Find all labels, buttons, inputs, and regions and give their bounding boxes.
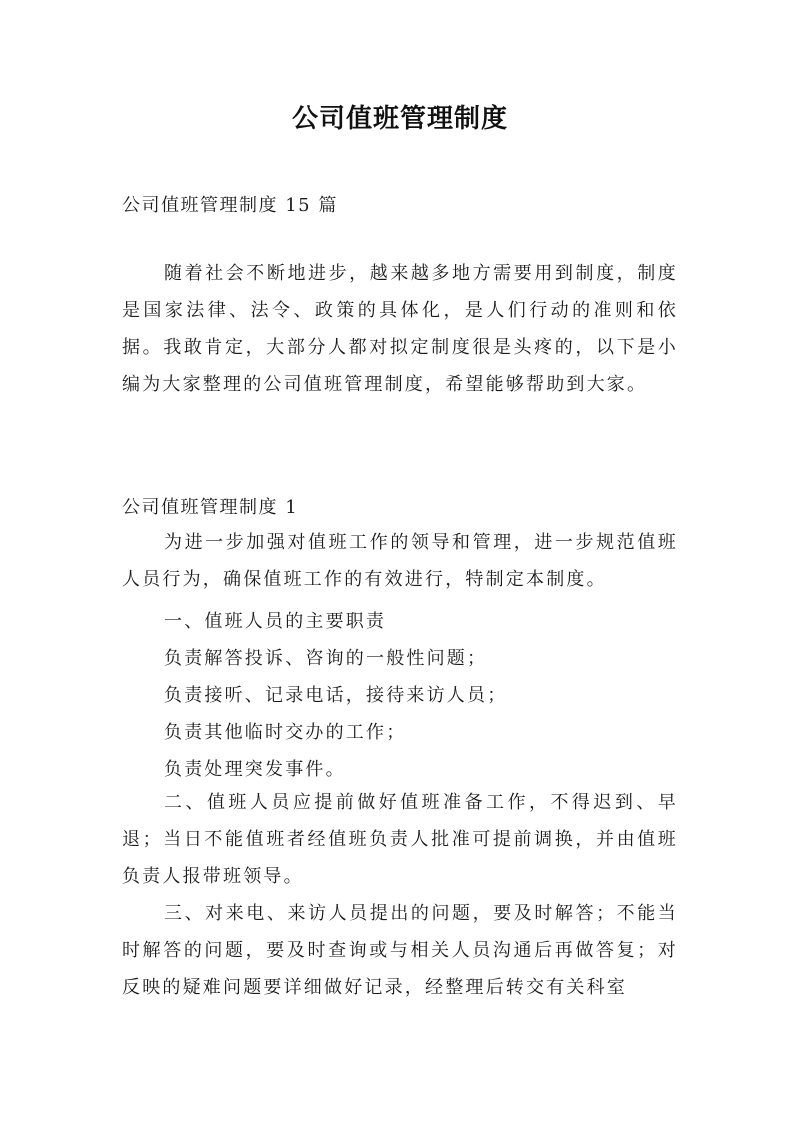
- section-paragraph: 为进一步加强对值班工作的领导和管理，进一步规范值班人员行为，确保值班工作的有效进行，特制定本制度。: [122, 532, 678, 590]
- duty-item: 负责解答投诉、咨询的一般性问题；: [164, 648, 488, 669]
- page-title: 公司值班管理制度: [291, 104, 508, 134]
- duty-item: 负责接听、记录电话，接待来访人员；: [164, 685, 508, 706]
- rule-paragraph: 二、值班人员应提前做好值班准备工作，不得迟到、早退；当日不能值班者经值班负责人批准可提前调换，并由值班负责人报带班领导。: [122, 792, 678, 887]
- rule-paragraph: 三、对来电、来访人员提出的问题，要及时解答；不能当时解答的问题，要及时查询或与相关人员沟通后再做答复；对反映的疑难问题要详细做好记录，经整理后转交有关科室: [122, 903, 678, 998]
- section-title: 公司值班管理制度 1: [122, 497, 299, 518]
- duty-heading: 一、值班人员的主要职责: [164, 611, 387, 632]
- intro-paragraph: 随着社会不断地进步，越来越多地方需要用到制度，制度是国家法律、法令、政策的具体化，是人们行动的准则和依据。我敢肯定，大部分人都对拟定制度很是头疼的，以下是小编为大家整理的公司值班管理制度，希望能够帮助到大家。: [122, 263, 678, 395]
- document-subtitle: 公司值班管理制度 15 篇: [122, 195, 338, 216]
- duty-item: 负责处理突发事件。: [164, 759, 346, 780]
- duty-item: 负责其他临时交办的工作；: [164, 722, 407, 743]
